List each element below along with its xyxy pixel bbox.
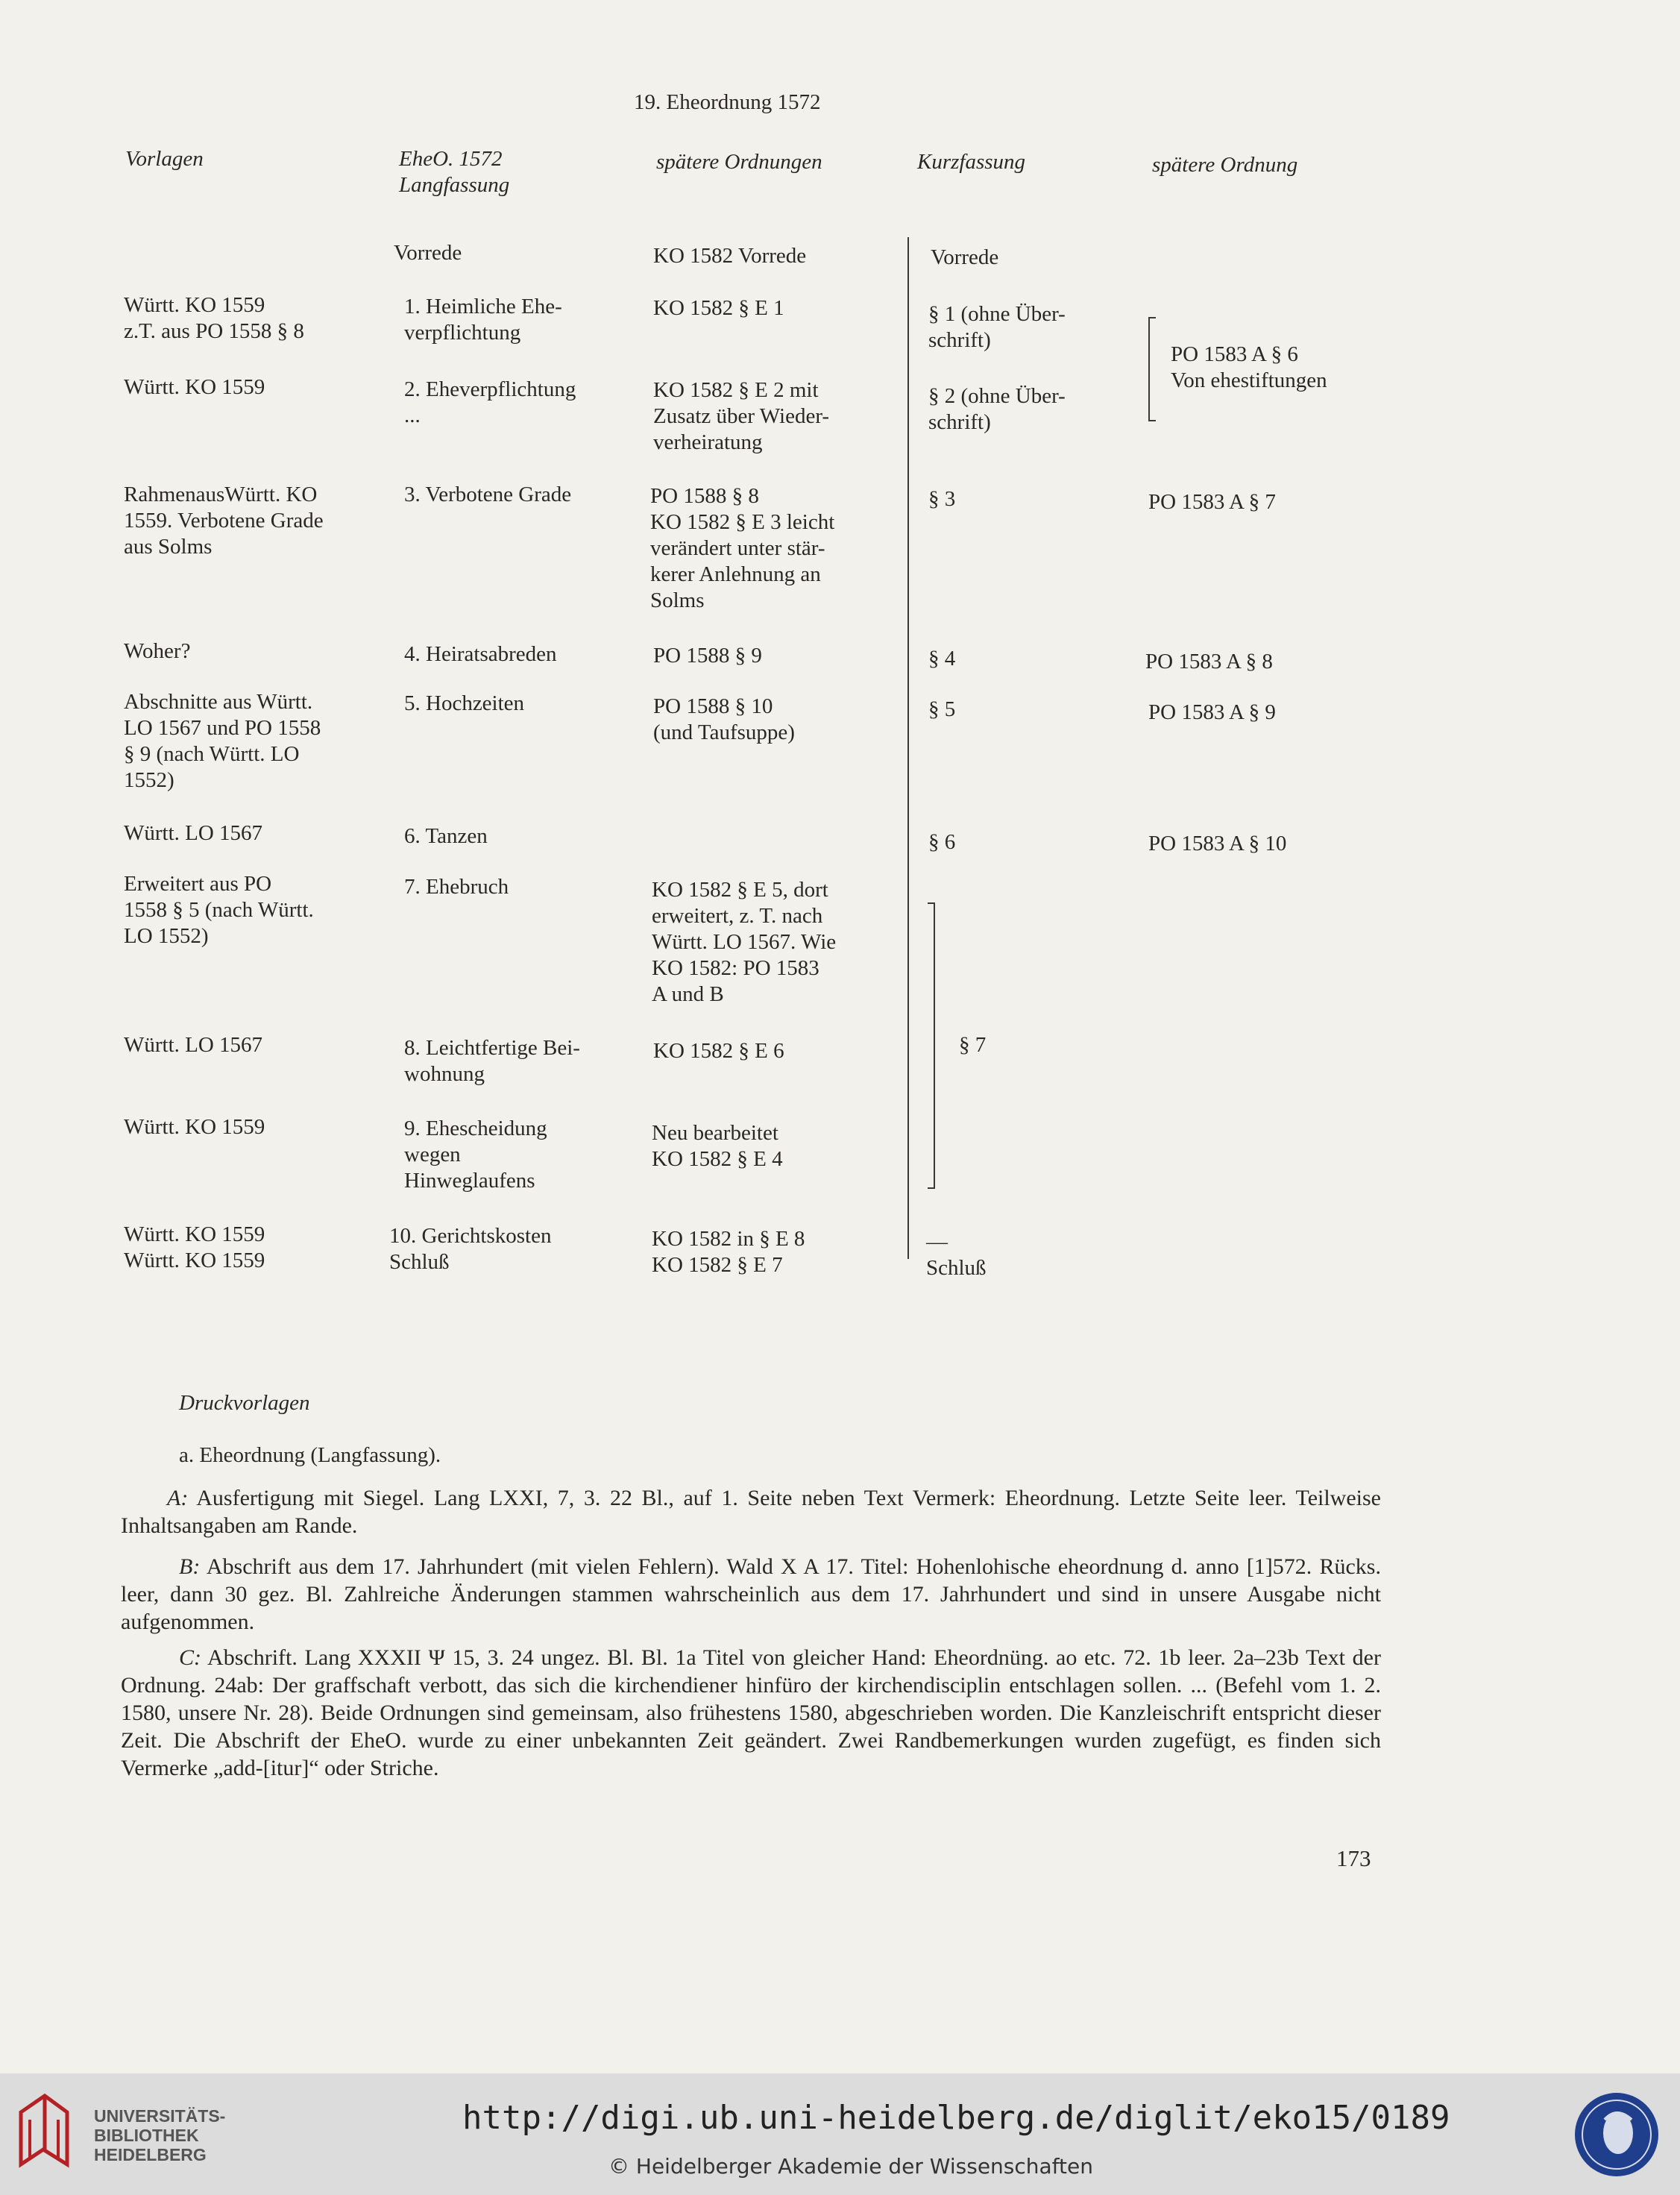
permalink-url[interactable]: http://digi.ub.uni-heidelberg.de/diglit/eko15/0189 [462,2099,1450,2137]
row-10-lang: 10. Gerichtskosten Schluß [389,1224,552,1274]
row-6-kurz: § 6 [928,830,956,854]
row-7-spaeter: KO 1582 § E 5, dort erweitert, z. T. nach Württ. LO 1567. Wie KO 1582: PO 1583 A und B [652,878,837,1006]
row-2-vorlage: Württ. KO 1559 [124,375,265,399]
copyright-text: © Heidelberger Akademie der Wissenschaften [608,2154,1094,2179]
row-1-vorlage: Württ. KO 1559 z.T. aus PO 1558 § 8 [124,293,304,343]
row-3-ordnung: PO 1583 A § 7 [1148,490,1276,514]
row-5-lang: 5. Hochzeiten [404,691,525,715]
druckvorlage-A-text: Ausfertigung mit Siegel. Lang LXXI, 7, 3. 22 Bl., auf 1. Seite neben Text Vermerk: Eheordnung. Letzte Seite leer. Teilweise Inhaltsangaben am Rande. [121,1486,1381,1538]
library-logo-icon [15,2090,82,2172]
druckvorlage-C-text: Abschrift. Lang XXXII Ψ 15, 3. 24 ungez. Bl. Bl. 1a Titel von gleicher Hand: Eheordnüng. ao etc. 72. 1b leer. 2a–23b Text der Ordnung. 24ab: Der graffschaft verbott, das sich die kirchendiener hinfüro der kirchendisciplin entschlagen sollen. ... (Befehl vom 1. 2. 1580, unsere Nr. 28). Beide Ordnungen sind gemeinsam, also frühestens 1580, abgeschrieben worden. Die Kanzleischrift entspricht dieser Zeit. Die Abschrift der EheO. wurde zu einer unbekannten Zeit geändert. Zwei Randbemerkungen wurden zugefügt, es finden sich Vermerke „add-[itur]“ oder Striche. [121,1645,1381,1780]
row-4-ordnung: PO 1583 A § 8 [1145,650,1273,673]
druckvorlagen-heading: Druckvorlagen [179,1391,310,1415]
bracket-rows-1-2 [1148,317,1156,421]
col-head-spaetere-ordnung: spätere Ordnung [1152,153,1298,177]
row-9-spaeter: Neu bearbeitet KO 1582 § E 4 [652,1121,783,1171]
row-7-vorlage: Erweitert aus PO 1558 § 5 (nach Württ. LO 1552) [124,872,314,948]
row-4-lang: 4. Heiratsabreden [404,642,557,666]
row-4-spaeter: PO 1588 § 9 [653,644,762,668]
row-3-spaeter: PO 1588 § 8 KO 1582 § E 3 leicht verändert unter stär- kerer Anlehnung an Solms [650,484,835,612]
group-7-9-kurz: § 7 [959,1033,987,1057]
row-5-vorlage: Abschnitte aus Württ. LO 1567 und PO 1558 § 9 (nach Württ. LO 1552) [124,690,321,792]
col-head-langfassung: EheO. 1572 Langfassung [399,147,510,197]
row-0-spaeter: KO 1582 Vorrede [653,244,807,268]
druckvorlage-B [121,1553,1381,1636]
druckvorlagen-a: a. Eheordnung (Langfassung). [179,1443,441,1467]
viewer-footer [0,2073,1680,2195]
row-5-kurz: § 5 [928,697,956,721]
row-2-spaeter: KO 1582 § E 2 mit Zusatz über Wieder- verheiratung [653,378,830,454]
row-0-lang: Vorrede [394,241,462,265]
col-head-spaetere-ordnungen: spätere Ordnungen [656,150,822,174]
row-4-kurz: § 4 [928,647,956,671]
row-5-spaeter: PO 1588 § 10 (und Taufsuppe) [653,694,795,744]
row-0-kurz: Vorrede [931,245,999,269]
bracket-rows-7-9 [928,902,935,1189]
row-1-spaeter: KO 1582 § E 1 [653,296,784,320]
row-6-ordnung: PO 1583 A § 10 [1148,832,1287,855]
row-7-lang: 7. Ehebruch [404,875,509,899]
row-9-lang: 9. Ehescheidung wegen Hinweglaufens [404,1117,547,1193]
row-6-lang: 6. Tanzen [404,824,488,848]
row-1-kurz: § 1 (ohne Über- schrift) [928,302,1066,352]
row-3-kurz: § 3 [928,487,956,511]
druckvorlage-C [121,1644,1381,1782]
druckvorlage-B-label: B: [179,1554,201,1579]
row-4-vorlage: Woher? [124,639,191,663]
column-divider [907,237,909,1259]
row-5-ordnung: PO 1583 A § 9 [1148,700,1276,724]
page-title: 19. Eheordnung 1572 [634,90,821,114]
druckvorlage-B-text: Abschrift aus dem 17. Jahrhundert (mit vielen Fehlern). Wald X A 17. Titel: Hohenlohische eheordnung d. anno [1]572. Rücks. leer, dann 30 gez. Bl. Zahlreiche Änderungen stammen wahrscheinlich aus dem 17. Jahrhundert und sind in unsere Ausgabe nicht aufgenommen. [121,1554,1381,1634]
row-10-spaeter: KO 1582 in § E 8 KO 1582 § E 7 [652,1227,805,1277]
page-number: 173 [1336,1845,1371,1871]
row-3-vorlage: RahmenausWürtt. KO 1559. Verbotene Grade aus Solms [124,483,324,559]
row-9-vorlage: Württ. KO 1559 [124,1115,265,1139]
library-name: UNIVERSITÄTS- BIBLIOTHEK HEIDELBERG [94,2106,226,2164]
col-head-kurzfassung: Kurzfassung [917,150,1026,174]
group-1-2-ordnung: PO 1583 A § 6 Von ehestiftungen [1171,342,1327,392]
row-2-lang: 2. Eheverpflichtung ... [404,377,576,427]
druckvorlage-A-label: A: [167,1486,189,1510]
druckvorlage-A [121,1484,1381,1539]
row-3-lang: 3. Verbotene Grade [404,483,572,506]
row-8-vorlage: Württ. LO 1567 [124,1033,263,1057]
academy-seal-icon [1572,2090,1661,2179]
row-8-spaeter: KO 1582 § E 6 [653,1039,784,1063]
row-10-kurz: — Schluß [926,1230,987,1280]
row-8-lang: 8. Leichtfertige Bei- wohnung [404,1036,580,1086]
row-6-vorlage: Württ. LO 1567 [124,821,263,845]
row-10-vorlage: Württ. KO 1559 Württ. KO 1559 [124,1222,265,1272]
row-1-lang: 1. Heimliche Ehe- verpflichtung [404,295,562,345]
row-2-kurz: § 2 (ohne Über- schrift) [928,384,1066,434]
col-head-vorlagen: Vorlagen [125,147,204,171]
druckvorlage-C-label: C: [179,1645,201,1670]
